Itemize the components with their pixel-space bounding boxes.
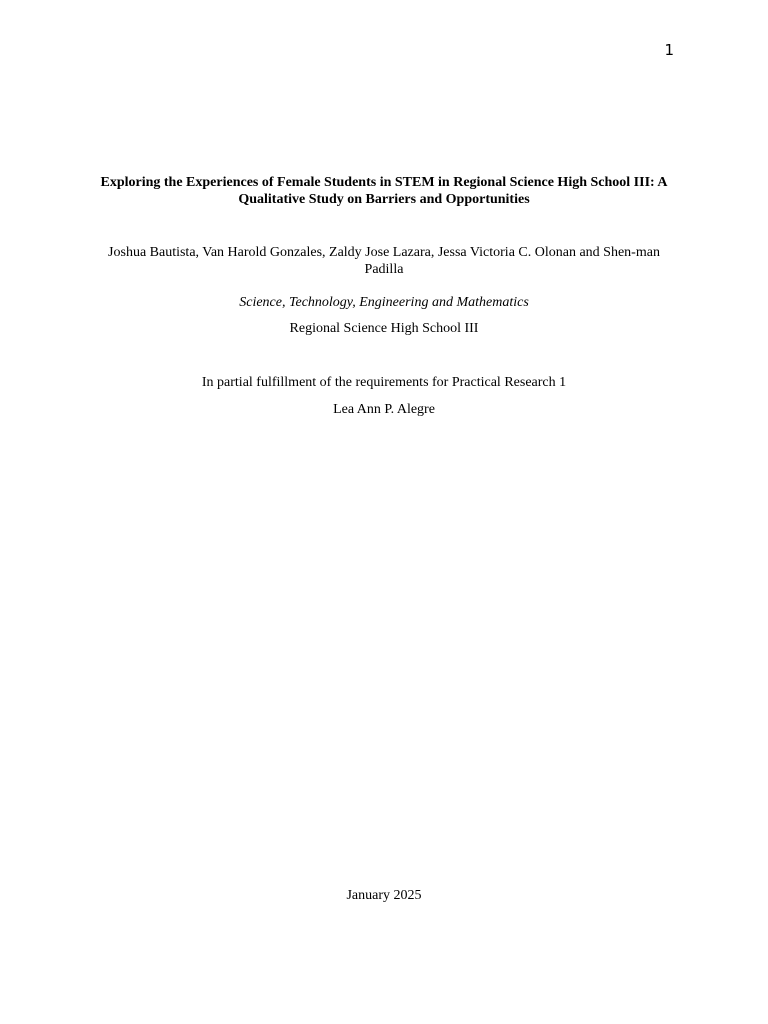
fulfillment-statement: In partial fulfillment of the requirements for Practical Research 1 [201,375,567,390]
strand-name: Science, Technology, Engineering and Mathematics [239,295,529,310]
paper-title: Exploring the Experiences of Female Students in STEM in Regional Science High School III: A Qualitative Study on Barriers and Opportunities [100,175,668,207]
author-list: Joshua Bautista, Van Harold Gonzales, Zaldy Jose Lazara, Jessa Victoria C. Olonan and Shen-man Padilla [108,245,660,277]
page-number: 1 [664,41,674,59]
adviser-name: Lea Ann P. Alegre [333,402,435,417]
submission-date: January 2025 [346,888,422,903]
school-name: Regional Science High School III [289,321,479,336]
